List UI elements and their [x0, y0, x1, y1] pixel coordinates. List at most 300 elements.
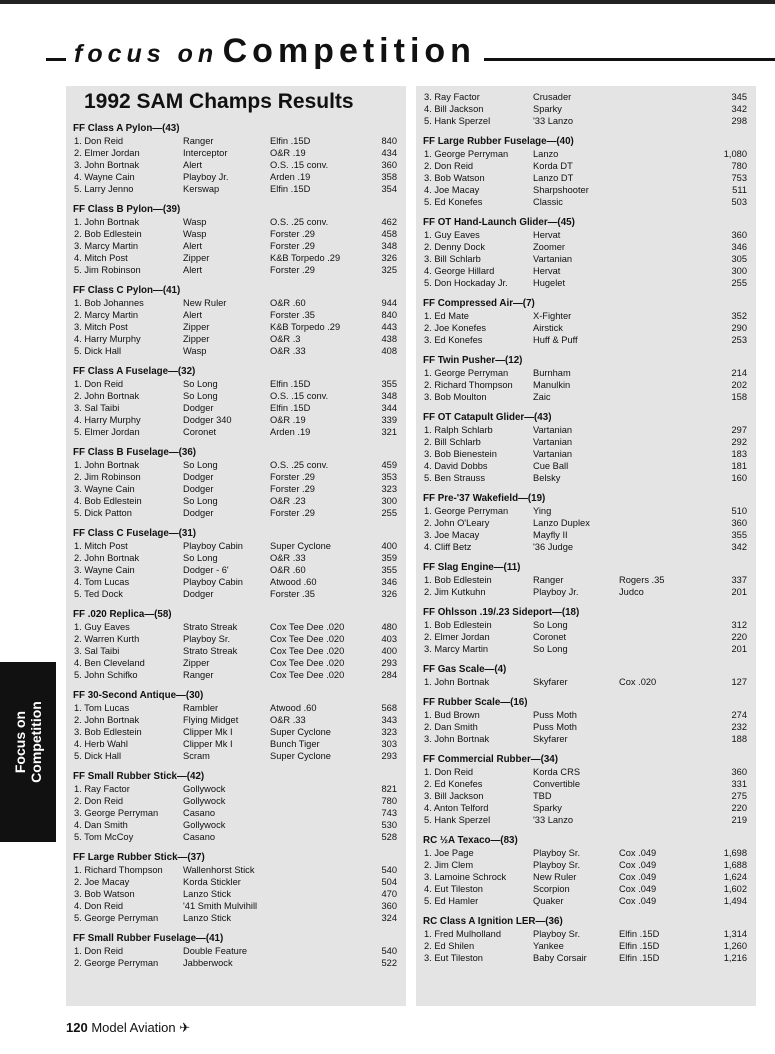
score: 300: [731, 266, 747, 276]
score: 458: [381, 229, 397, 239]
score: 403: [381, 634, 397, 644]
score: 342: [731, 542, 747, 552]
competitor-name: 1. Ed Mate: [424, 311, 469, 321]
engine-name: Atwood .60: [270, 703, 317, 713]
engine-name: O&R .19: [270, 148, 306, 158]
score: 158: [731, 392, 747, 402]
result-row: [423, 91, 753, 103]
event-block: [73, 122, 403, 195]
engine-name: O.S. .15 conv.: [270, 160, 329, 170]
model-name: Casano: [183, 808, 216, 818]
model-name: Dodger: [183, 472, 214, 482]
competitor-name: 2. John O'Leary: [424, 518, 490, 528]
competitor-name: 1. Mitch Post: [74, 541, 128, 551]
engine-name: Elfin .15D: [619, 941, 660, 951]
competitor-name: 4. Anton Telford: [424, 803, 489, 813]
model-name: Airstick: [533, 323, 563, 333]
competitor-name: 4. Mitch Post: [74, 253, 128, 263]
model-name: New Ruler: [533, 872, 577, 882]
model-name: Playboy Sr.: [183, 634, 231, 644]
result-row: [73, 588, 403, 600]
competitor-name: 2. George Perryman: [74, 958, 159, 968]
event-block: [73, 770, 403, 843]
score: 511: [732, 185, 747, 195]
competitor-name: 1. Fred Mulholland: [424, 929, 501, 939]
result-row: [73, 495, 403, 507]
event-block: [423, 561, 753, 598]
competitor-name: 3. Wayne Cain: [74, 484, 135, 494]
model-name: Scorpion: [533, 884, 570, 894]
event-block: [423, 753, 753, 826]
model-name: Playboy Sr.: [533, 860, 581, 870]
score: 188: [731, 734, 747, 744]
model-name: '41 Smith Mulvihill: [183, 901, 258, 911]
engine-name: O.S. .25 conv.: [270, 460, 329, 470]
competitor-name: 1. Guy Eaves: [424, 230, 480, 240]
event-title: FF Class A Pylon—(43): [73, 123, 180, 134]
model-name: Korda CRS: [533, 767, 581, 777]
model-name: Rambler: [183, 703, 219, 713]
result-row: [423, 172, 753, 184]
header-title: [66, 32, 484, 71]
competitor-name: 3. Mitch Post: [74, 322, 128, 332]
competitor-name: 4. Bill Jackson: [424, 104, 484, 114]
score: 331: [731, 779, 747, 789]
result-row: [423, 517, 753, 529]
result-row: [73, 414, 403, 426]
result-row: [423, 310, 753, 322]
competitor-name: 5. Tom McCoy: [74, 832, 134, 842]
result-row: [73, 252, 403, 264]
result-row: [73, 783, 403, 795]
result-row: [423, 790, 753, 802]
engine-name: Atwood .60: [270, 577, 317, 587]
model-name: Coronet: [533, 632, 567, 642]
result-row: [423, 322, 753, 334]
result-row: [423, 586, 753, 598]
result-row: [423, 448, 753, 460]
score: 510: [731, 506, 747, 516]
competitor-name: 2. Jim Robinson: [74, 472, 141, 482]
score: 358: [381, 172, 397, 182]
competitor-name: 2. Denny Dock: [424, 242, 485, 252]
result-row: [73, 333, 403, 345]
competitor-name: 2. Marcy Martin: [74, 310, 139, 320]
competitor-name: 4. George Hillard: [424, 266, 495, 276]
score: 360: [381, 160, 397, 170]
event-title: FF OT Catapult Glider—(43): [423, 412, 552, 423]
event-block: [73, 446, 403, 519]
competitor-name: 3. Lamoine Schrock: [424, 872, 507, 882]
model-name: Baby Corsair: [533, 953, 587, 963]
competitor-name: 2. Elmer Jordan: [74, 148, 140, 158]
competitor-name: 3. Sal Taibi: [74, 403, 120, 413]
event-block: [423, 915, 753, 964]
event-title: FF Compressed Air—(7): [423, 298, 535, 309]
score: 343: [381, 715, 397, 725]
score: 840: [381, 310, 397, 320]
score: 326: [381, 253, 397, 263]
result-row: [73, 576, 403, 588]
result-row: [73, 945, 403, 957]
model-name: TBD: [533, 791, 552, 801]
score: 183: [731, 449, 747, 459]
model-name: Korda Stickler: [183, 877, 241, 887]
competitor-name: 3. Bob Watson: [74, 889, 135, 899]
model-name: So Long: [183, 391, 218, 401]
result-row: [423, 709, 753, 721]
score: 944: [381, 298, 397, 308]
score: 324: [381, 913, 397, 923]
competitor-name: 1. Don Reid: [424, 767, 474, 777]
result-row: [423, 883, 753, 895]
result-row: [73, 171, 403, 183]
score: 355: [381, 379, 397, 389]
engine-name: O&R .3: [270, 334, 301, 344]
score: 339: [381, 415, 397, 425]
competitor-name: 1. George Perryman: [424, 506, 509, 516]
result-row: [73, 540, 403, 552]
model-name: So Long: [533, 644, 568, 654]
event-title: FF Twin Pusher—(12): [423, 355, 523, 366]
engine-name: Forster .29: [270, 484, 315, 494]
competitor-name: 5. John Schifko: [74, 670, 138, 680]
competitor-name: 5. Hank Sperzel: [424, 815, 491, 825]
model-name: Convertible: [533, 779, 581, 789]
result-row: [423, 460, 753, 472]
result-row: [423, 871, 753, 883]
score: 459: [381, 460, 397, 470]
score: 345: [731, 92, 747, 102]
score: 323: [381, 484, 397, 494]
model-name: Hervat: [533, 230, 561, 240]
result-row: [73, 471, 403, 483]
model-name: Ying: [533, 506, 552, 516]
model-name: Clipper Mk I: [183, 727, 233, 737]
result-row: [73, 552, 403, 564]
score: 323: [381, 727, 397, 737]
section-header: [0, 22, 775, 82]
score: 255: [731, 278, 747, 288]
model-name: Alert: [183, 241, 203, 251]
event-block: [73, 608, 403, 681]
model-name: Double Feature: [183, 946, 248, 956]
score: 504: [381, 877, 397, 887]
result-row: [423, 196, 753, 208]
competitor-name: 5. Dick Patton: [74, 508, 132, 518]
model-name: Zipper: [183, 334, 210, 344]
event-title: FF Class B Pylon—(39): [73, 204, 181, 215]
competitor-name: 4. Tom Lucas: [74, 577, 130, 587]
model-name: Gollywock: [183, 820, 226, 830]
competitor-name: 2. Jim Kutkuhn: [424, 587, 486, 597]
competitor-name: 5. Ted Dock: [74, 589, 123, 599]
result-row: [423, 847, 753, 859]
score: 360: [731, 518, 747, 528]
score: 220: [731, 632, 747, 642]
competitor-name: 5. Elmer Jordan: [74, 427, 140, 437]
competitor-name: 1. Bob Johannes: [74, 298, 144, 308]
result-row: [423, 253, 753, 265]
result-row: [423, 895, 753, 907]
event-block: [73, 932, 403, 969]
score: 1,698: [723, 848, 747, 858]
competitor-name: 3. Wayne Cain: [74, 565, 135, 575]
header-focus-on: focus on: [74, 40, 219, 68]
score: 355: [381, 565, 397, 575]
competitor-name: 2. Don Reid: [74, 796, 124, 806]
competitor-name: 1. Richard Thompson: [74, 865, 163, 875]
competitor-name: 4. Wayne Cain: [74, 172, 135, 182]
competitor-name: 2. John Bortnak: [74, 553, 140, 563]
engine-name: Rogers .35: [619, 575, 665, 585]
score: 337: [731, 575, 747, 585]
result-row: [73, 159, 403, 171]
result-row: [73, 147, 403, 159]
score: 503: [731, 197, 747, 207]
event-block: [423, 663, 753, 688]
result-row: [73, 714, 403, 726]
score: 255: [381, 508, 397, 518]
result-row: [73, 216, 403, 228]
model-name: '33 Lanzo: [533, 815, 574, 825]
model-name: Puss Moth: [533, 722, 577, 732]
result-row: [73, 645, 403, 657]
result-row: [73, 819, 403, 831]
result-row: [423, 115, 753, 127]
model-name: Alert: [183, 310, 203, 320]
score: 360: [381, 901, 397, 911]
model-name: Playboy Jr.: [183, 172, 229, 182]
competitor-name: 5. Ben Strauss: [424, 473, 485, 483]
competitor-name: 4. Herb Wahl: [74, 739, 128, 749]
event-block: [73, 851, 403, 924]
engine-name: Cox Tee Dee .020: [270, 658, 345, 668]
result-row: [73, 183, 403, 195]
header-competition: Competition: [222, 32, 476, 70]
score: 352: [731, 311, 747, 321]
event-block: [73, 203, 403, 276]
competitor-name: 1. Bob Edlestein: [424, 575, 492, 585]
result-row: [423, 802, 753, 814]
competitor-name: 3. Bob Watson: [424, 173, 485, 183]
model-name: So Long: [533, 620, 568, 630]
model-name: Lanzo DT: [533, 173, 574, 183]
competitor-name: 3. Bill Jackson: [424, 791, 484, 801]
event-block: [423, 91, 753, 127]
score: 1,624: [723, 872, 747, 882]
model-name: So Long: [183, 496, 218, 506]
competitor-name: 5. Ed Konefes: [424, 197, 483, 207]
engine-name: Super Cyclone: [270, 541, 331, 551]
engine-name: O&R .60: [270, 298, 306, 308]
side-tab-line-1: Focus on: [12, 710, 28, 774]
event-title: FF Rubber Scale—(16): [423, 697, 528, 708]
engine-name: Super Cyclone: [270, 751, 331, 761]
score: 408: [381, 346, 397, 356]
result-row: [73, 378, 403, 390]
score: 300: [381, 496, 397, 506]
model-name: Zipper: [183, 322, 210, 332]
result-row: [73, 912, 403, 924]
results-column-right: [423, 91, 753, 972]
result-row: [423, 859, 753, 871]
event-title: FF Commercial Rubber—(34): [423, 754, 559, 765]
model-name: So Long: [183, 460, 218, 470]
model-name: Sparky: [533, 803, 562, 813]
score: 434: [381, 148, 397, 158]
event-title: FF Gas Scale—(4): [423, 664, 507, 675]
competitor-name: 3. Ed Konefes: [424, 335, 483, 345]
result-row: [73, 876, 403, 888]
side-tab-label: [12, 656, 44, 828]
engine-name: O.S. .25 conv.: [270, 217, 329, 227]
engine-name: Forster .35: [270, 589, 315, 599]
model-name: Vartanian: [533, 254, 573, 264]
model-name: Dodger: [183, 589, 214, 599]
model-name: Lanzo Duplex: [533, 518, 590, 528]
result-row: [73, 564, 403, 576]
result-row: [73, 864, 403, 876]
engine-name: Elfin .15D: [270, 184, 311, 194]
result-row: [73, 309, 403, 321]
event-title: FF Pre-'37 Wakefield—(19): [423, 493, 546, 504]
competitor-name: 5. Ed Hamler: [424, 896, 479, 906]
model-name: Skyfarer: [533, 677, 568, 687]
engine-name: Elfin .15D: [270, 136, 311, 146]
engine-name: K&B Torpedo .29: [270, 253, 341, 263]
competitor-name: 2. Elmer Jordan: [424, 632, 490, 642]
model-name: Korda DT: [533, 161, 573, 171]
model-name: Casano: [183, 832, 216, 842]
score: 840: [381, 136, 397, 146]
competitor-name: 2. Dan Smith: [424, 722, 478, 732]
event-title: FF Large Rubber Fuselage—(40): [423, 136, 574, 147]
event-block: [423, 135, 753, 208]
event-title: RC ½A Texaco—(83): [423, 835, 518, 846]
result-row: [73, 621, 403, 633]
result-row: [423, 940, 753, 952]
result-row: [423, 574, 753, 586]
result-row: [423, 631, 753, 643]
model-name: Vartanian: [533, 449, 573, 459]
score: 284: [381, 670, 397, 680]
competitor-name: 5. Don Hockaday Jr.: [424, 278, 508, 288]
competitor-name: 2. Bob Edlestein: [74, 229, 142, 239]
model-name: Burnham: [533, 368, 571, 378]
score: 522: [381, 958, 397, 968]
result-row: [423, 229, 753, 241]
competitor-name: 4. Harry Murphy: [74, 415, 141, 425]
event-title: FF Class B Fuselage—(36): [73, 447, 197, 458]
competitor-name: 3. Joe Macay: [424, 530, 480, 540]
page-title: 1992 SAM Champs Results: [84, 90, 354, 113]
result-row: [73, 459, 403, 471]
competitor-name: 2. Joe Konefes: [424, 323, 487, 333]
engine-name: Forster .29: [270, 229, 315, 239]
score: 470: [381, 889, 397, 899]
competitor-name: 2. Richard Thompson: [424, 380, 513, 390]
score: 354: [381, 184, 397, 194]
result-row: [423, 778, 753, 790]
result-row: [423, 241, 753, 253]
score: 528: [381, 832, 397, 842]
result-row: [73, 321, 403, 333]
score: 292: [731, 437, 747, 447]
engine-name: Cox Tee Dee .020: [270, 646, 345, 656]
score: 344: [381, 403, 397, 413]
competitor-name: 5. Hank Sperzel: [424, 116, 491, 126]
event-block: [423, 216, 753, 289]
score: 214: [731, 368, 747, 378]
result-row: [423, 529, 753, 541]
model-name: Wallenhorst Stick: [183, 865, 255, 875]
engine-name: Elfin .15D: [619, 953, 660, 963]
page-number: 120: [66, 1020, 88, 1035]
engine-name: Elfin .15D: [270, 403, 311, 413]
model-name: X-Fighter: [533, 311, 572, 321]
event-block: [423, 297, 753, 346]
model-name: Huff & Puff: [533, 335, 578, 345]
model-name: Flying Midget: [183, 715, 239, 725]
score: 353: [381, 472, 397, 482]
competitor-name: 3. John Bortnak: [424, 734, 490, 744]
result-row: [73, 669, 403, 681]
score: 359: [381, 553, 397, 563]
result-row: [423, 184, 753, 196]
result-row: [423, 676, 753, 688]
model-name: Lanzo Stick: [183, 889, 232, 899]
event-block: [423, 492, 753, 553]
result-row: [423, 160, 753, 172]
model-name: Hugelet: [533, 278, 566, 288]
result-row: [73, 264, 403, 276]
score: 321: [381, 427, 397, 437]
engine-name: K&B Torpedo .29: [270, 322, 341, 332]
competitor-name: 2. Ed Shilen: [424, 941, 475, 951]
model-name: Vartanian: [533, 425, 573, 435]
model-name: Gollywock: [183, 784, 226, 794]
competitor-name: 1. Joe Page: [424, 848, 474, 858]
engine-name: Cox .049: [619, 872, 657, 882]
model-name: Vartanian: [533, 437, 573, 447]
score: 293: [381, 751, 397, 761]
model-name: Zipper: [183, 658, 210, 668]
competitor-name: 4. Cliff Betz: [424, 542, 472, 552]
competitor-name: 5. George Perryman: [74, 913, 159, 923]
result-row: [73, 633, 403, 645]
model-name: Crusader: [533, 92, 572, 102]
competitor-name: 3. Eut Tileston: [424, 953, 483, 963]
scan-edge: [0, 0, 775, 4]
engine-name: Elfin .15D: [270, 379, 311, 389]
competitor-name: 1. Ray Factor: [74, 784, 130, 794]
score: 303: [381, 739, 397, 749]
engine-name: O&R .19: [270, 415, 306, 425]
score: 1,080: [723, 149, 747, 159]
score: 743: [381, 808, 397, 818]
competitor-name: 1. John Bortnak: [424, 677, 490, 687]
event-title: RC Class A Ignition LER—(36): [423, 916, 563, 927]
score: 1,314: [723, 929, 747, 939]
score: 298: [731, 116, 747, 126]
result-row: [73, 795, 403, 807]
competitor-name: 4. David Dobbs: [424, 461, 488, 471]
result-row: [73, 426, 403, 438]
event-block: [73, 365, 403, 438]
competitor-name: 3. Bill Schlarb: [424, 254, 481, 264]
model-name: So Long: [183, 379, 218, 389]
